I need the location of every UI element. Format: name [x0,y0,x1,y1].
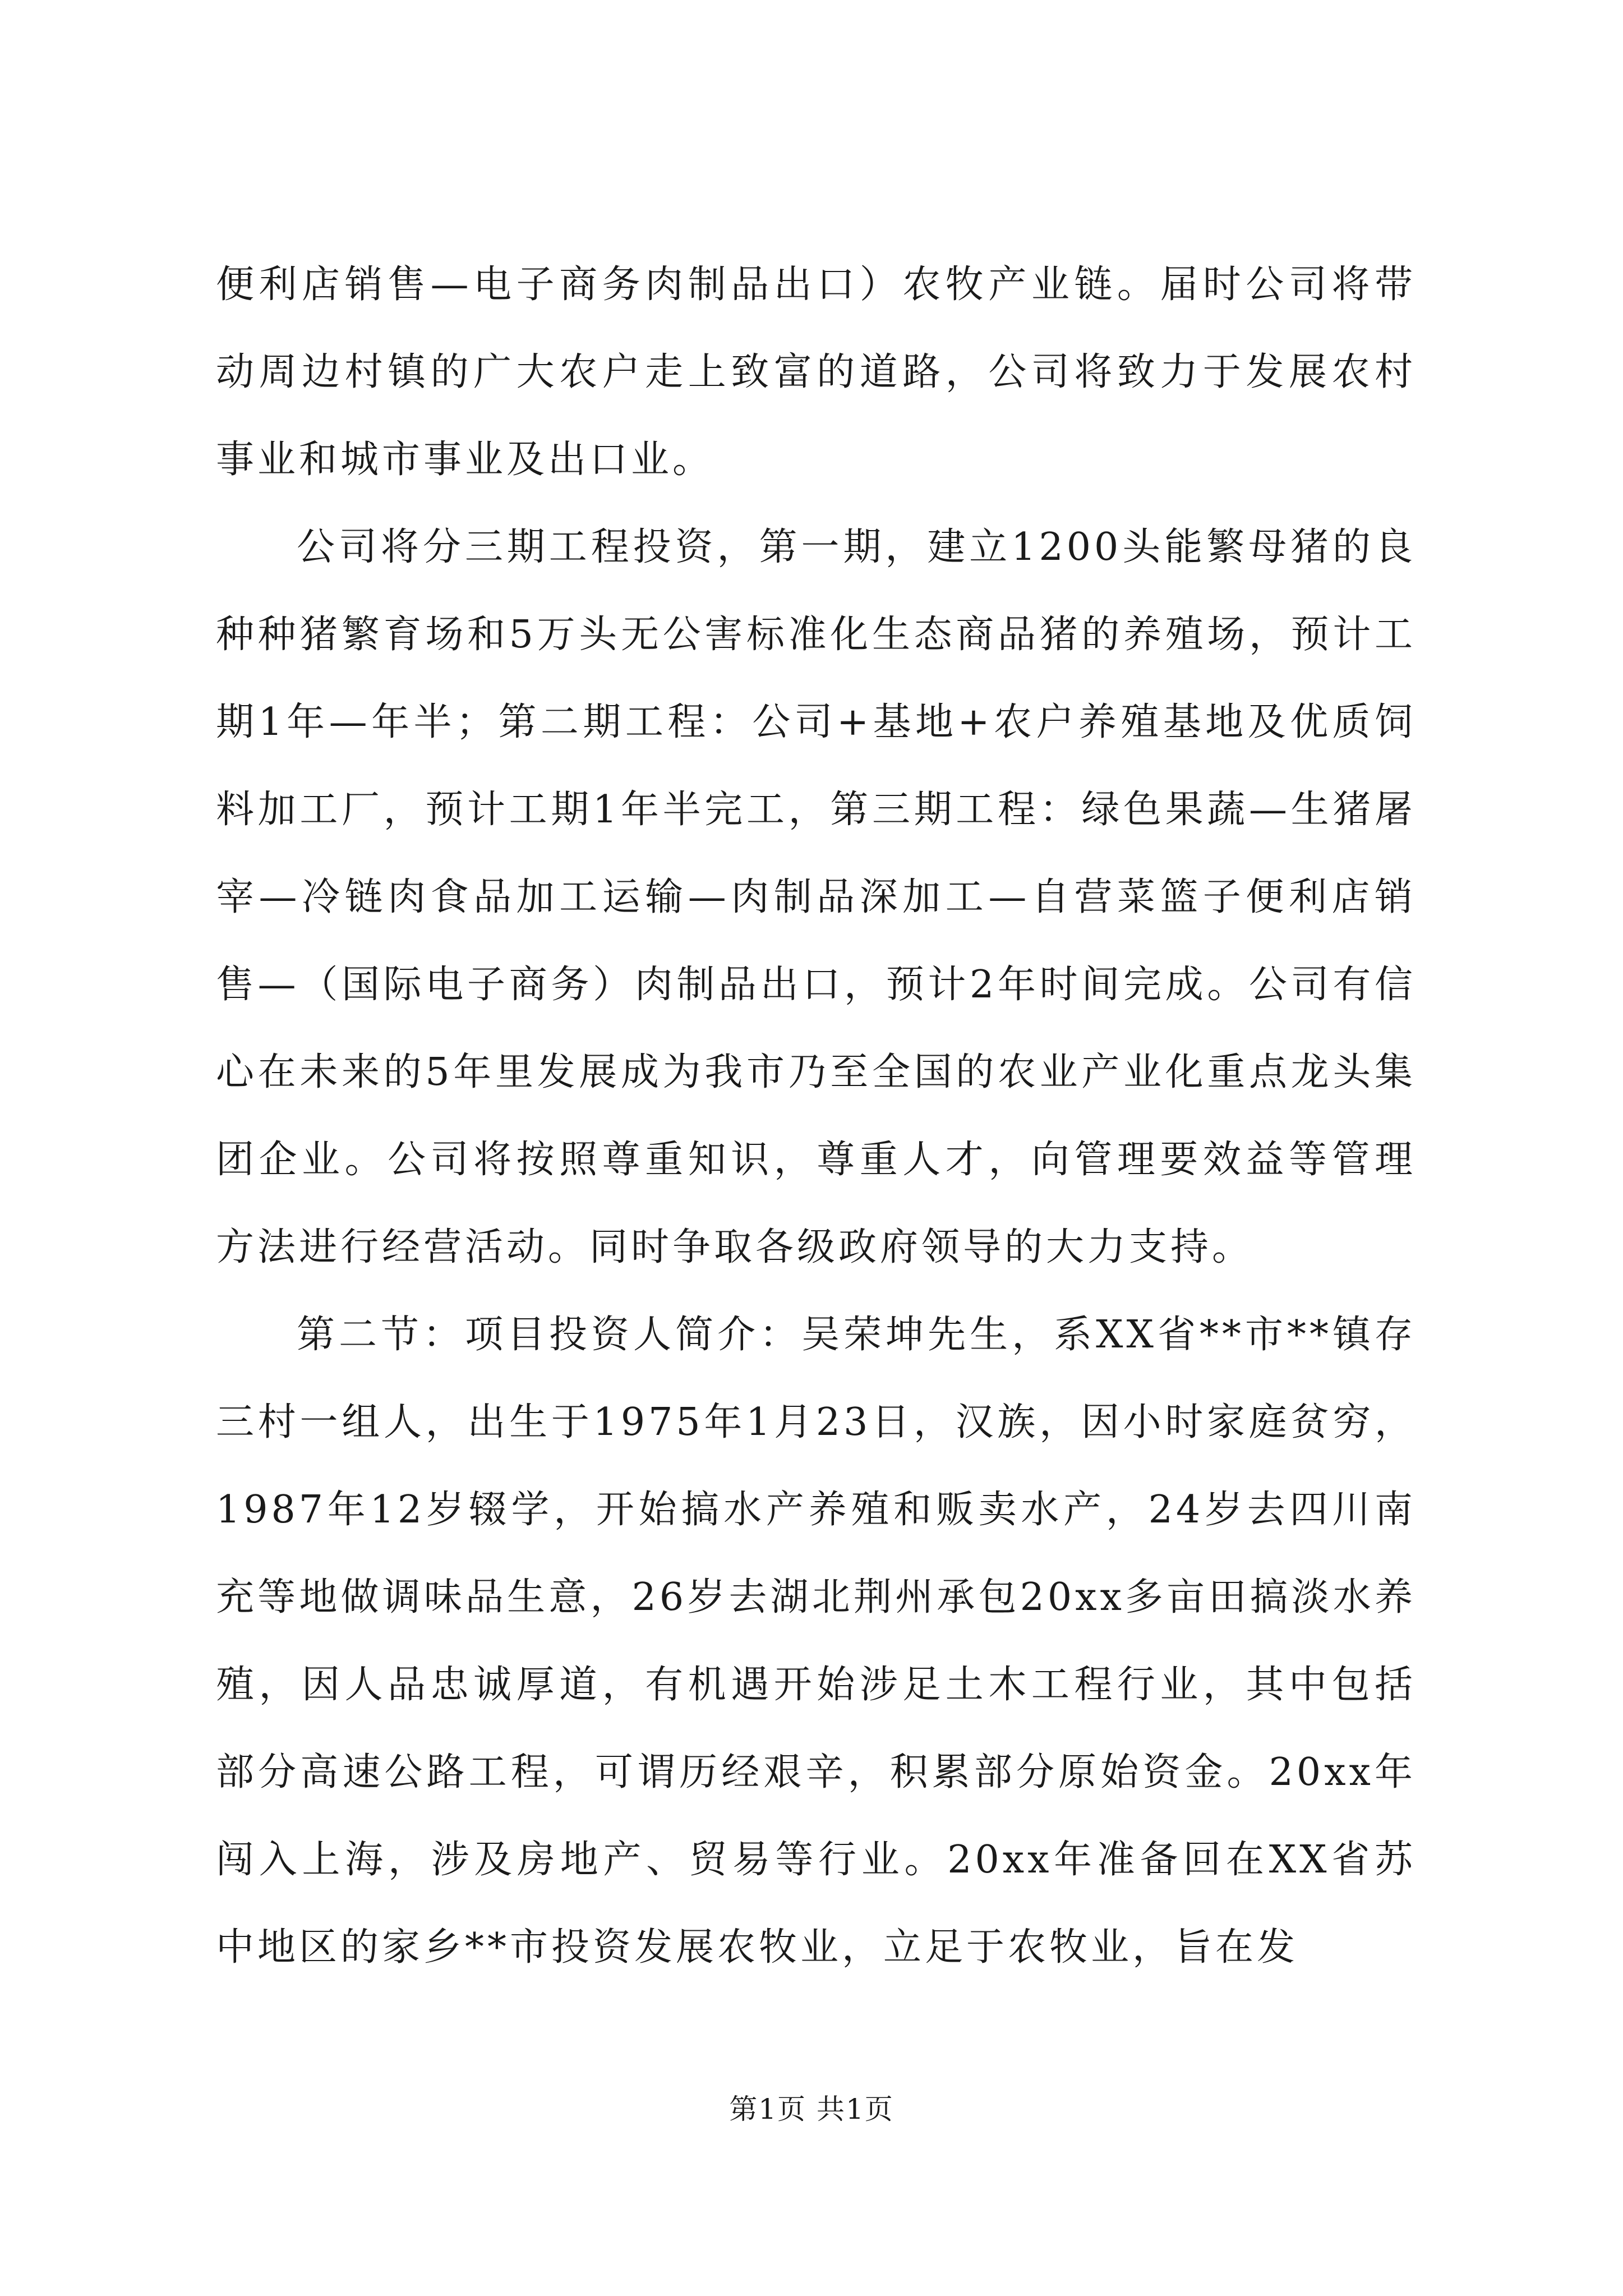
page-number-label: 第1页 共1页 [729,2093,894,2125]
paragraph-3: 第二节：项目投资人简介：吴荣坤先生，系XX省**市**镇存三村一组人，出生于1975年1月23日，汉族，因小时家庭贫穷，1987年12岁辍学，开始搞水产养殖和贩卖水产，24岁去四川南充等地做调味品生意，26岁去湖北荆州承包20xx多亩田搞淡水养殖，因人品忠诚厚道，有机遇开始涉足土木工程行业，其中包括部分高速公路工程，可谓历经艰辛，积累部分原始资金。20xx年闯入上海，涉及房地产、贸易等行业。20xx年准备回在XX省苏中地区的家乡**市投资发展农牧业，立足于农牧业，旨在发 [216,1313,1416,1970]
paragraph-2: 公司将分三期工程投资，第一期，建立1200头能繁母猪的良种种猪繁育场和5万头无公害标准化生态商品猪的养殖场，预计工期1年—年半；第二期工程：公司+基地+农户养殖基地及优质饲料加工厂，预计工期1年半完工，第三期工程：绿色果蔬—生猪屠宰—冷链肉食品加工运输—肉制品深加工—自营菜篮子便利店销售—（国际电子商务）肉制品出口，预计2年时间完成。公司有信心在未来的5年里发展成为我市乃至全国的农业产业化重点龙头集团企业。公司将按照尊重知识，尊重人才，向管理要效益等管理方法进行经营活动。同时争取各级政府领导的大力支持。 [216,525,1417,1269]
page-footer [0,2090,1623,2129]
document-body [216,241,1416,1991]
paragraph-1: 便利店销售—电子商务肉制品出口）农牧产业链。届时公司将带动周边村镇的广大农户走上致富的道路，公司将致力于发展农村事业和城市事业及出口业。 [216,263,1416,482]
